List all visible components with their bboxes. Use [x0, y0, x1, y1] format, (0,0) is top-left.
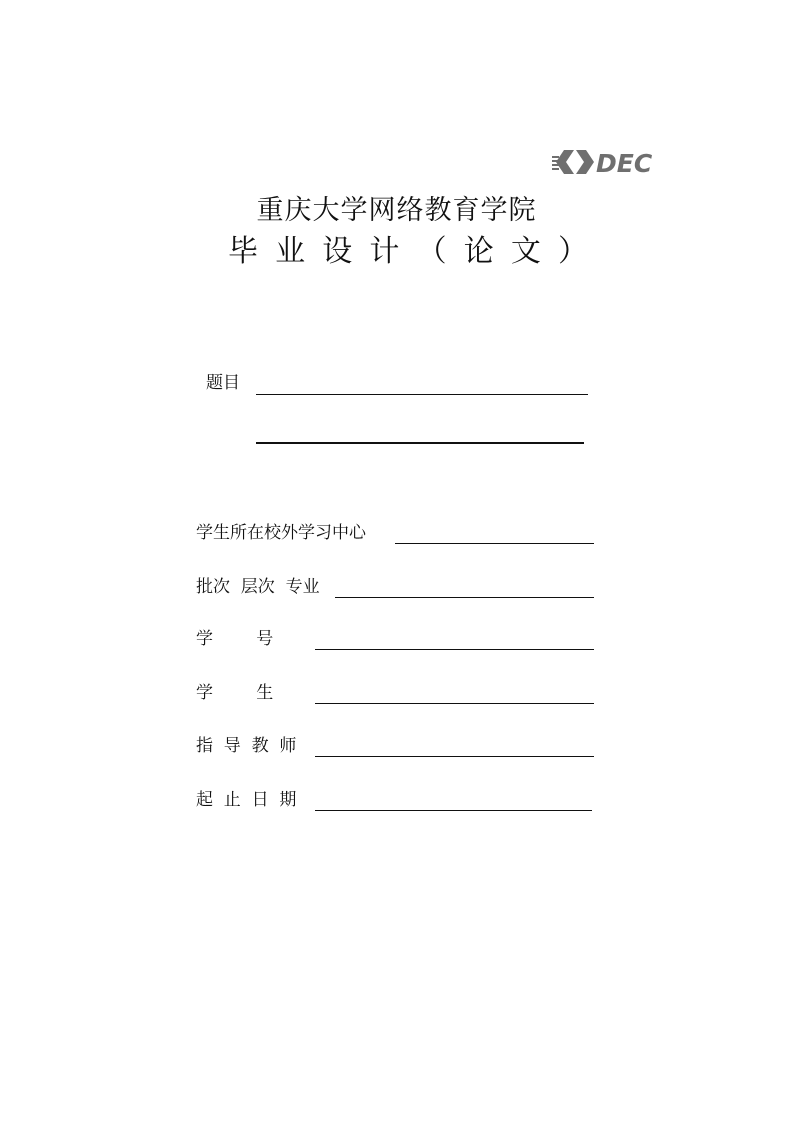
document-title: [228, 232, 588, 272]
title-char: ）: [557, 234, 588, 269]
institution-name: 重庆大学网络教育学院: [256, 195, 537, 226]
title-char: 业: [275, 234, 306, 269]
title-char: 毕: [228, 234, 258, 269]
topic-input-line-1[interactable]: [256, 394, 588, 395]
title-char: 论: [463, 234, 494, 269]
field-label: 学生所在校外学习中心: [196, 523, 366, 543]
field-label: 指 导 教 师: [196, 736, 297, 756]
title-char: 文: [510, 234, 541, 269]
dec-logo: [550, 146, 668, 178]
title-char: 设: [322, 234, 353, 269]
batch-level-major-input-line[interactable]: [335, 597, 594, 598]
dec-logo-text: DEC: [596, 149, 653, 178]
field-label: 起 止 日 期: [196, 790, 297, 810]
field-label: 批次 层次 专业: [196, 577, 320, 597]
title-char: （: [416, 234, 447, 269]
field-label: 学 号: [196, 629, 274, 649]
field-batch-level-major: [196, 575, 596, 599]
field-study-center: [196, 521, 596, 545]
study-center-input-line[interactable]: [395, 543, 594, 544]
field-label: 学 生: [196, 683, 274, 703]
topic-input-line-2[interactable]: [256, 442, 584, 444]
dec-logo-mark: [550, 146, 668, 178]
advisor-input-line[interactable]: [315, 756, 594, 757]
student-input-line[interactable]: [315, 703, 594, 704]
field-student-id: [196, 627, 596, 651]
field-dates: [196, 788, 596, 812]
student-id-input-line[interactable]: [315, 649, 594, 650]
field-student: [196, 681, 596, 705]
title-char: 计: [369, 234, 400, 269]
dates-input-line[interactable]: [315, 810, 592, 811]
topic-label: 题目: [206, 373, 240, 393]
field-advisor: [196, 734, 596, 758]
